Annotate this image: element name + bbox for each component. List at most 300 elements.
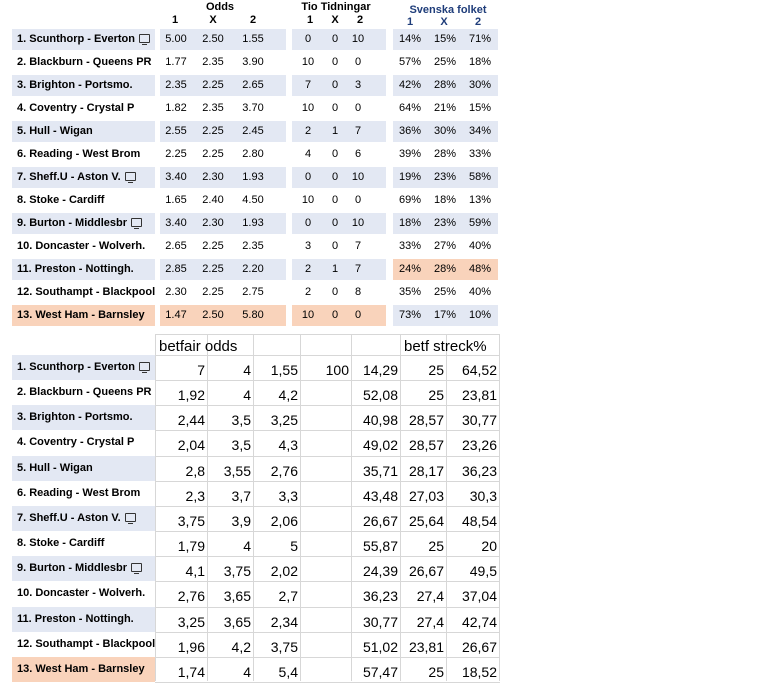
odds-value: 2.65: [242, 79, 264, 91]
svenska-value: 28%: [433, 148, 457, 160]
tv-icon: [131, 218, 142, 227]
tio-value: 2: [304, 286, 312, 298]
match-name: 6. Reading - West Brom: [17, 148, 141, 160]
svenska-value: 33%: [468, 148, 492, 160]
tv-icon: [131, 563, 142, 572]
svenska-value: 40%: [468, 286, 492, 298]
extra-value: [304, 632, 349, 657]
tio-value: 2: [304, 125, 312, 137]
match-cell: [17, 259, 134, 280]
svenska-value: 30%: [468, 79, 492, 91]
betfair-odds-value: 3,25: [270, 412, 298, 429]
extra-value: [304, 506, 349, 531]
betfair-odds-value: 3,75: [223, 563, 251, 580]
odds-value: 1.77: [165, 56, 187, 68]
coupon-row: [0, 190, 500, 211]
tv-icon: [139, 362, 150, 371]
tio-value: 7: [354, 263, 362, 275]
match-cell: [17, 190, 104, 211]
streck-value: 28,57: [408, 437, 444, 454]
match-cell: [17, 75, 133, 96]
betfair-odds-value: 7: [197, 362, 205, 378]
svenska-value: 23%: [433, 217, 457, 229]
streck-value: 23,26: [461, 437, 497, 454]
match-cell: [17, 29, 150, 50]
tio-value: 3: [304, 240, 312, 252]
betfair-odds-value: 3,25: [177, 613, 205, 630]
match-cell: [12, 355, 155, 380]
tio-value: 1: [331, 263, 339, 275]
tio-value: 0: [331, 148, 339, 160]
odds-value: 2.25: [202, 263, 224, 275]
tio-value: 7: [304, 79, 312, 91]
betfair-table: [0, 334, 500, 681]
match-cell: [12, 405, 155, 430]
streck-value: 27,4: [416, 588, 444, 605]
match-name: 10. Doncaster - Wolverh.: [17, 240, 146, 252]
tio-value: 10: [351, 217, 365, 229]
streck-value: 25: [428, 362, 444, 378]
betfair-odds-value: 2,04: [177, 437, 205, 454]
betfair-row: [0, 405, 500, 430]
tv-icon: [125, 513, 136, 522]
odds-value: 4.50: [242, 194, 264, 206]
svenska-value: 15%: [433, 33, 457, 45]
odds-value: 2.25: [202, 286, 224, 298]
odds-value: 2.35: [165, 79, 187, 91]
extra-value: [304, 481, 349, 506]
streck-value: 28,17: [408, 462, 444, 479]
streck-value: 26,67: [461, 638, 497, 655]
sv-col-x: X: [440, 16, 448, 28]
streck-value: 57,47: [362, 663, 398, 680]
odds-value: 2.35: [242, 240, 264, 252]
svenska-value: 69%: [398, 194, 422, 206]
streck-value: 51,02: [362, 638, 398, 655]
odds-col-1: 1: [171, 14, 179, 26]
extra-value: [304, 556, 349, 581]
svenska-value: 34%: [468, 125, 492, 137]
tio-value: 0: [354, 102, 362, 114]
tio-value: 10: [351, 171, 365, 183]
match-name: 7. Sheff.U - Aston V.: [17, 511, 121, 524]
odds-value: 2.30: [202, 171, 224, 183]
match-name: 2. Blackburn - Queens PR: [17, 56, 152, 68]
tio-value: 6: [354, 148, 362, 160]
tio-value: 0: [304, 217, 312, 229]
streck-value: 55,87: [362, 538, 398, 555]
tv-icon: [139, 34, 150, 43]
betfair-odds-value: 2,7: [278, 588, 298, 605]
betfair-row: [0, 380, 500, 405]
tio-value: 10: [301, 102, 315, 114]
odds-value: 1.65: [165, 194, 187, 206]
svenska-value: 18%: [398, 217, 422, 229]
tio-col-1: 1: [306, 14, 314, 26]
betfair-odds-value: 1,92: [177, 387, 205, 404]
odds-col-2: 2: [249, 14, 257, 26]
svenska-value: 18%: [468, 56, 492, 68]
streck-value: 30,77: [461, 412, 497, 429]
coupon-row: [0, 213, 500, 234]
coupon-row: [0, 29, 500, 50]
match-cell: [17, 305, 145, 326]
betfair-odds-value: 1,55: [270, 362, 298, 378]
odds-value: 5.00: [165, 33, 187, 45]
match-name: 12. Southampt - Blackpool: [17, 286, 156, 298]
match-cell: [12, 380, 155, 405]
betfair-odds-value: 3,7: [231, 487, 251, 504]
tio-col-x: X: [331, 14, 339, 26]
coupon-row: [0, 98, 500, 119]
match-name: 3. Brighton - Portsmo.: [17, 79, 133, 91]
match-name: 13. West Ham - Barnsley: [17, 309, 145, 321]
coupon-row: [0, 282, 500, 303]
betfair-odds-value: 4: [243, 362, 251, 378]
match-name: 5. Hull - Wigan: [17, 461, 93, 474]
svenska-value: 19%: [398, 171, 422, 183]
odds-value: 2.25: [202, 79, 224, 91]
match-cell: [12, 556, 155, 581]
tio-value: 0: [331, 217, 339, 229]
betfair-odds-value: 1,96: [177, 638, 205, 655]
match-cell: [12, 506, 155, 531]
svenska-value: 13%: [468, 194, 492, 206]
streck-value: 18,52: [461, 663, 497, 680]
odds-value: 1.55: [242, 33, 264, 45]
match-name: 13. West Ham - Barnsley: [17, 662, 145, 675]
betfair-odds-value: 2,8: [185, 462, 205, 479]
odds-value: 2.65: [165, 240, 187, 252]
streck-value: 35,71: [362, 462, 398, 479]
betfair-odds-value: 4: [243, 387, 251, 404]
coupon-row: [0, 121, 500, 142]
extra-value: [304, 607, 349, 632]
match-cell: [17, 167, 136, 188]
tio-value: 0: [354, 56, 362, 68]
svenska-value: 39%: [398, 148, 422, 160]
extra-value: [304, 531, 349, 556]
streck-value: 42,74: [461, 613, 497, 630]
tio-value: 7: [354, 125, 362, 137]
streck-value: 25: [428, 387, 444, 404]
betfair-row: [0, 556, 500, 581]
betfair-row: [0, 657, 500, 682]
betfair-row: [0, 531, 500, 556]
odds-value: 3.40: [165, 171, 187, 183]
streck-value: 36,23: [362, 588, 398, 605]
betfair-row: [0, 632, 500, 657]
streck-value: 25: [428, 538, 444, 555]
coupon-row: [0, 236, 500, 257]
betfair-odds-value: 2,02: [270, 563, 298, 580]
svenska-value: 18%: [433, 194, 457, 206]
svenska-value: 24%: [398, 263, 422, 275]
betfair-odds-value: 5,4: [278, 663, 298, 680]
match-cell: [17, 98, 134, 119]
betfair-odds-value: 3,5: [231, 412, 251, 429]
svenska-value: 33%: [398, 240, 422, 252]
svenska-value: 73%: [398, 309, 422, 321]
betfair-odds-value: 3,55: [223, 462, 251, 479]
tio-value: 0: [331, 309, 339, 321]
streck-value: 23,81: [408, 638, 444, 655]
betfair-odds-value: 2,76: [270, 462, 298, 479]
match-cell: [12, 430, 155, 455]
svenska-value: 15%: [468, 102, 492, 114]
streck-value: 28,57: [408, 412, 444, 429]
svenska-value: 71%: [468, 33, 492, 45]
streck-value: 30,3: [469, 487, 497, 504]
betfair-odds-value: 4: [243, 538, 251, 555]
odds-value: 2.45: [242, 125, 264, 137]
betfair-odds-value: 3,5: [231, 437, 251, 454]
svenska-value: 17%: [433, 309, 457, 321]
match-cell: [12, 657, 155, 682]
extra-value: [304, 581, 349, 606]
tio-value: 8: [354, 286, 362, 298]
svenska-value: 59%: [468, 217, 492, 229]
streck-value: 49,02: [362, 437, 398, 454]
match-cell: [12, 531, 155, 556]
odds-value: 2.50: [202, 309, 224, 321]
tio-value: 0: [304, 33, 312, 45]
match-name: 1. Scunthorp - Everton: [17, 33, 135, 45]
match-name: 10. Doncaster - Wolverh.: [17, 587, 146, 600]
betfair-odds-value: 2,34: [270, 613, 298, 630]
tio-value: 0: [331, 102, 339, 114]
svenska-value: 21%: [433, 102, 457, 114]
odds-value: 2.85: [165, 263, 187, 275]
odds-value: 2.30: [202, 217, 224, 229]
betfair-row: [0, 456, 500, 481]
streck-value: 23,81: [461, 387, 497, 404]
match-cell: [17, 52, 151, 73]
match-name: 7. Sheff.U - Aston V.: [17, 171, 121, 183]
betfair-odds-value: 4,2: [278, 387, 298, 404]
odds-value: 3.70: [242, 102, 264, 114]
streck-value: 52,08: [362, 387, 398, 404]
betfair-odds-value: 4,2: [231, 638, 251, 655]
odds-value: 2.55: [165, 125, 187, 137]
odds-value: 2.25: [202, 148, 224, 160]
streck-value: 48,54: [461, 512, 497, 529]
streck-value: 27,03: [408, 487, 444, 504]
tio-value: 0: [331, 194, 339, 206]
betfair-streck-title: betf streck%: [404, 338, 487, 355]
match-cell: [12, 456, 155, 481]
odds-value: 2.25: [202, 125, 224, 137]
svenska-value: 58%: [468, 171, 492, 183]
streck-value: 24,39: [362, 563, 398, 580]
betfair-odds-value: 4: [243, 663, 251, 680]
match-name: 6. Reading - West Brom: [17, 486, 141, 499]
odds-value: 1.47: [165, 309, 187, 321]
match-name: 8. Stoke - Cardiff: [17, 194, 105, 206]
tio-value: 0: [354, 309, 362, 321]
tio-value: 10: [301, 309, 315, 321]
svenska-header: Svenska folket: [409, 4, 487, 16]
odds-value: 2.25: [202, 240, 224, 252]
odds-value: 2.20: [242, 263, 264, 275]
match-name: 11. Preston - Nottingh.: [17, 263, 134, 275]
streck-value: 20: [481, 538, 497, 555]
streck-value: 27,4: [416, 613, 444, 630]
tio-header: Tio Tidningar: [301, 1, 371, 13]
tio-value: 10: [301, 56, 315, 68]
match-name: 4. Coventry - Crystal P: [17, 436, 135, 449]
streck-value: 43,48: [362, 487, 398, 504]
match-name: 9. Burton - Middlesbr: [17, 217, 127, 229]
streck-value: 36,23: [461, 462, 497, 479]
odds-value: 2.80: [242, 148, 264, 160]
sv-col-1: 1: [406, 16, 414, 28]
svenska-value: 57%: [398, 56, 422, 68]
betfair-row: [0, 481, 500, 506]
extra-value: [304, 456, 349, 481]
extra-value: [304, 657, 349, 682]
match-cell: [17, 213, 142, 234]
svenska-value: 30%: [433, 125, 457, 137]
betfair-odds-value: 2,3: [185, 487, 205, 504]
tio-value: 0: [331, 79, 339, 91]
svenska-value: 28%: [433, 263, 457, 275]
svenska-value: 64%: [398, 102, 422, 114]
coupon-table: [0, 0, 500, 330]
match-cell: [17, 121, 93, 142]
odds-value: 5.80: [242, 309, 264, 321]
match-cell: [17, 144, 140, 165]
betfair-odds-value: 4,3: [278, 437, 298, 454]
streck-value: 37,04: [461, 588, 497, 605]
streck-value: 30,77: [362, 613, 398, 630]
coupon-row: [0, 305, 500, 326]
match-name: 5. Hull - Wigan: [17, 125, 93, 137]
match-name: 8. Stoke - Cardiff: [17, 537, 105, 550]
match-name: 9. Burton - Middlesbr: [17, 562, 127, 575]
streck-value: 25: [428, 663, 444, 680]
svenska-value: 27%: [433, 240, 457, 252]
odds-col-x: X: [209, 14, 217, 26]
match-name: 3. Brighton - Portsmo.: [17, 411, 133, 424]
svenska-value: 14%: [398, 33, 422, 45]
match-name: 12. Southampt - Blackpool: [17, 637, 156, 650]
match-name: 2. Blackburn - Queens PR: [17, 386, 152, 399]
betfair-odds-title: betfair odds: [159, 338, 238, 355]
streck-value: 40,98: [362, 412, 398, 429]
tio-value: 4: [304, 148, 312, 160]
odds-value: 1.93: [242, 171, 264, 183]
coupon-row: [0, 144, 500, 165]
match-cell: [12, 632, 155, 657]
streck-value: 64,52: [461, 362, 497, 378]
sv-col-2: 2: [474, 16, 482, 28]
extra-value: [304, 405, 349, 430]
extra-value: [304, 380, 349, 405]
odds-header: Odds: [205, 1, 235, 13]
svenska-value: 42%: [398, 79, 422, 91]
odds-value: 2.30: [165, 286, 187, 298]
svenska-value: 25%: [433, 56, 457, 68]
tio-value: 3: [354, 79, 362, 91]
betfair-row: [0, 355, 500, 380]
grid-hline: [155, 334, 500, 335]
odds-value: 2.25: [165, 148, 187, 160]
odds-value: 2.35: [202, 56, 224, 68]
betfair-odds-value: 3,9: [231, 512, 251, 529]
betfair-odds-value: 3,65: [223, 613, 251, 630]
match-name: 11. Preston - Nottingh.: [17, 612, 134, 625]
tv-icon: [125, 172, 136, 181]
odds-value: 1.82: [165, 102, 187, 114]
tio-value: 0: [331, 33, 339, 45]
match-name: 4. Coventry - Crystal P: [17, 102, 135, 114]
betfair-odds-value: 1,74: [177, 663, 205, 680]
streck-value: 26,67: [362, 512, 398, 529]
svenska-value: 48%: [468, 263, 492, 275]
svenska-value: 25%: [433, 286, 457, 298]
odds-value: 2.35: [202, 102, 224, 114]
coupon-row: [0, 167, 500, 188]
coupon-row: [0, 75, 500, 96]
tio-value: 0: [331, 286, 339, 298]
betfair-odds-value: 3,75: [270, 638, 298, 655]
tio-value: 0: [304, 171, 312, 183]
betfair-odds-value: 3,65: [223, 588, 251, 605]
match-cell: [12, 481, 155, 506]
tio-value: 2: [304, 263, 312, 275]
betfair-row: [0, 607, 500, 632]
streck-value: 14,29: [362, 362, 398, 378]
tio-col-2: 2: [356, 14, 364, 26]
svenska-value: 28%: [433, 79, 457, 91]
match-cell: [17, 282, 155, 303]
tio-value: 10: [351, 33, 365, 45]
odds-value: 2.50: [202, 33, 224, 45]
tio-value: 0: [331, 56, 339, 68]
betfair-odds-value: 3,75: [177, 512, 205, 529]
tio-value: 0: [331, 240, 339, 252]
match-name: 1. Scunthorp - Everton: [17, 361, 135, 373]
svenska-value: 36%: [398, 125, 422, 137]
betfair-odds-value: 1,79: [177, 538, 205, 555]
betfair-row: [0, 581, 500, 606]
streck-value: 25,64: [408, 512, 444, 529]
streck-value: 26,67: [408, 563, 444, 580]
extra-value: [304, 430, 349, 455]
odds-value: 3.40: [165, 217, 187, 229]
match-cell: [12, 607, 155, 632]
grid-hline: [155, 682, 500, 683]
tio-value: 0: [354, 194, 362, 206]
betfair-odds-value: 5: [290, 538, 298, 555]
betfair-row: [0, 506, 500, 531]
extra-value: 100: [325, 362, 349, 378]
tio-value: 0: [331, 171, 339, 183]
tio-value: 10: [301, 194, 315, 206]
betfair-odds-value: 2,06: [270, 512, 298, 529]
svenska-value: 10%: [468, 309, 492, 321]
tio-value: 7: [354, 240, 362, 252]
match-cell: [17, 236, 145, 257]
svenska-value: 23%: [433, 171, 457, 183]
svenska-value: 40%: [468, 240, 492, 252]
coupon-row: [0, 52, 500, 73]
svenska-value: 35%: [398, 286, 422, 298]
betfair-row: [0, 430, 500, 455]
odds-value: 2.40: [202, 194, 224, 206]
betfair-odds-value: 2,76: [177, 588, 205, 605]
